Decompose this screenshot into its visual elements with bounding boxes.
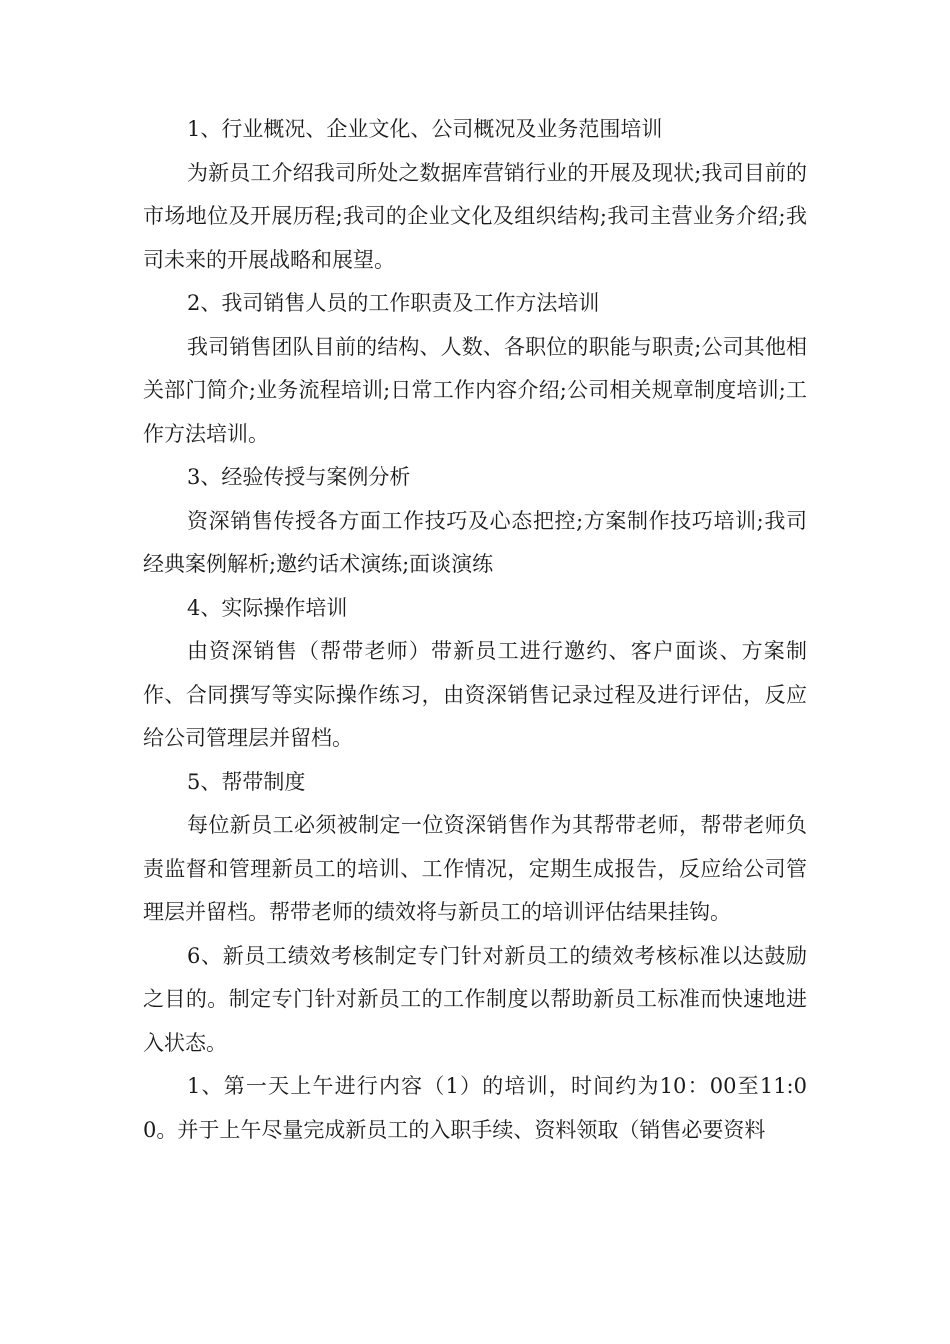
heading-practical-training: 4、实际操作培训 [187, 595, 348, 620]
paragraph-day-one-schedule: 1、第一天上午进行内容（1）的培训，时间约为10：00至11:00。并于上午尽量完成新员工的入职手续、资料领取（销售必要资料 [143, 1074, 807, 1142]
heading-industry-overview: 1、行业概况、企业文化、公司概况及业务范围培训 [187, 117, 663, 141]
paragraph-sales-duties: 我司销售团队目前的结构、人数、各职位的职能与职责;公司其他相关部门简介;业务流程培训;日常工作内容介绍;公司相关规章制度培训;工作方法培训。 [143, 334, 807, 446]
paragraph-industry-overview: 为新员工介绍我司所处之数据库营销行业的开展及现状;我司目前的市场地位及开展历程;我司的企业文化及组织结构;我司主营业务介绍;我司未来的开展战略和展望。 [143, 160, 807, 272]
heading-sales-duties: 2、我司销售人员的工作职责及工作方法培训 [187, 291, 600, 315]
paragraph-mentorship: 每位新员工必须被制定一位资深销售作为其帮带老师，帮带老师负责监督和管理新员工的培训、工作情况，定期生成报告，反应给公司管理层并留档。帮带老师的绩效将与新员工的培训评估结果挂钩。 [143, 813, 807, 924]
heading-experience-cases: 3、经验传授与案例分析 [187, 465, 411, 489]
paragraph-practical-training: 由资深销售（帮带老师）带新员工进行邀约、客户面谈、方案制作、合同撰写等实际操作练习，由资深销售记录过程及进行评估，反应给公司管理层并留档。 [143, 639, 807, 750]
document-body [143, 108, 807, 1152]
paragraph-experience-cases: 资深销售传授各方面工作技巧及心态把控;方案制作技巧培训;我司经典案例解析;邀约话术演练;面谈演练 [143, 508, 807, 576]
heading-mentorship: 5、帮带制度 [187, 769, 306, 794]
paragraph-performance-review: 6、新员工绩效考核制定专门针对新员工的绩效考核标准以达鼓励之目的。制定专门针对新员工的工作制度以帮助新员工标准而快速地进入状态。 [143, 943, 807, 1055]
